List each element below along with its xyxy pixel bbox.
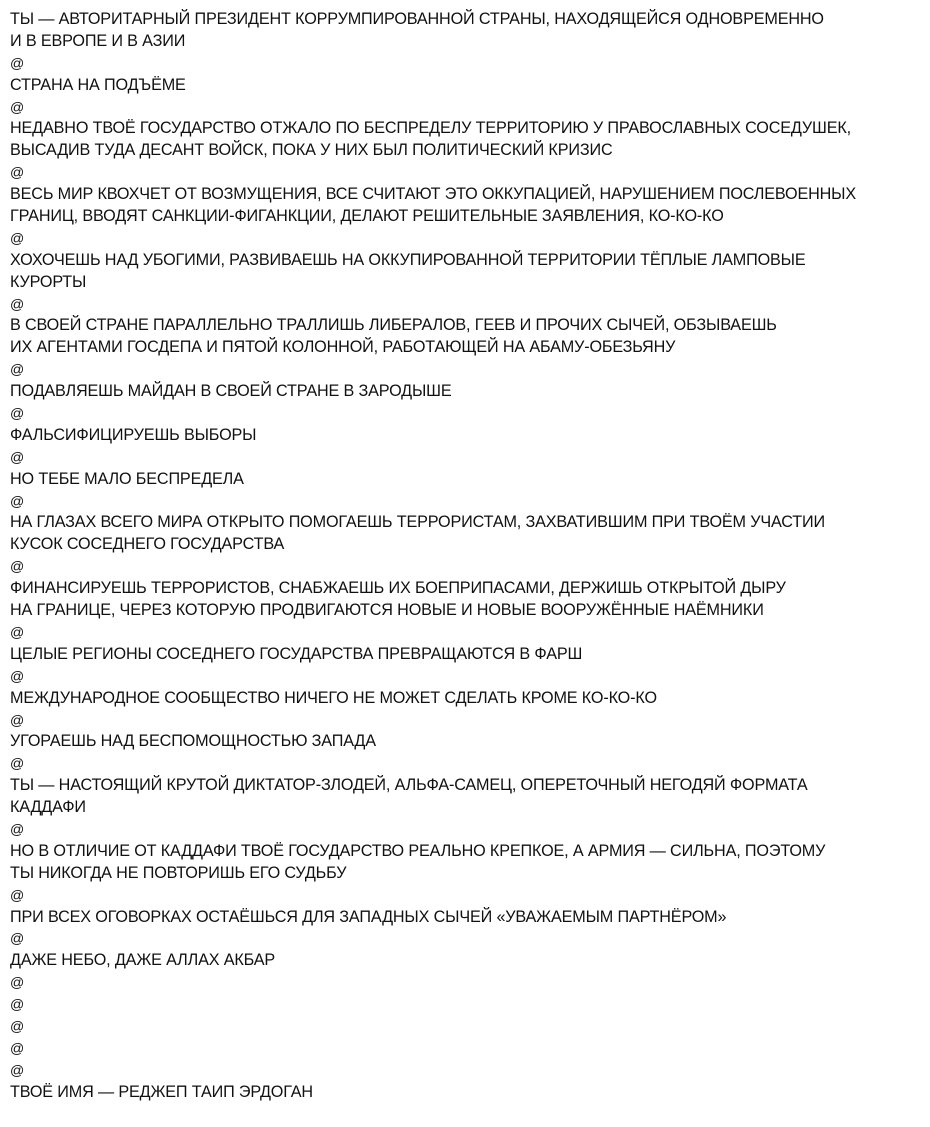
text-line: УГОРАЕШЬ НАД БЕСПОМОЩНОСТЬЮ ЗАПАДА	[10, 732, 376, 751]
text-line: НО ТЕБЕ МАЛО БЕСПРЕДЕЛА	[10, 469, 244, 488]
separator-line: @	[10, 996, 25, 1013]
separator-line: @	[10, 492, 25, 509]
text-line: И В ЕВРОПЕ И В АЗИИ	[10, 31, 186, 50]
text-line: НА ГРАНИЦЕ, ЧЕРЕЗ КОТОРУЮ ПРОДВИГАЮТСЯ НОВЫЕ И НОВЫЕ ВООРУЖЁННЫЕ НАЁМНИКИ	[10, 601, 764, 620]
separator-line: @	[10, 98, 25, 115]
text-line: ТЫ НИКОГДА НЕ ПОВТОРИШЬ ЕГО СУДЬБУ	[10, 863, 347, 882]
text-line: ЦЕЛЫЕ РЕГИОНЫ СОСЕДНЕГО ГОСУДАРСТВА ПРЕВРАЩАЮТСЯ В ФАРШ	[10, 644, 583, 663]
text-line: КУРОРТЫ	[10, 272, 87, 291]
separator-line: @	[10, 1039, 25, 1056]
text-line: ФИНАНСИРУЕШЬ ТЕРРОРИСТОВ, СНАБЖАЕШЬ ИХ БОЕПРИПАСАМИ, ДЕРЖИШЬ ОТКРЫТОЙ ДЫРУ	[10, 579, 786, 598]
separator-line: @	[10, 361, 25, 378]
text-line: НЕДАВНО ТВОЁ ГОСУДАРСТВО ОТЖАЛО ПО БЕСПРЕДЕЛУ ТЕРРИТОРИЮ У ПРАВОСЛАВНЫХ СОСЕДУШЕК,	[10, 119, 851, 138]
text-line: НО В ОТЛИЧИЕ ОТ КАДДАФИ ТВОЁ ГОСУДАРСТВО РЕАЛЬНО КРЕПКОЕ, А АРМИЯ — СИЛЬНА, ПОЭТОМУ	[10, 841, 826, 860]
text-line: ПРИ ВСЕХ ОГОВОРКАХ ОСТАЁШЬСЯ ДЛЯ ЗАПАДНЫХ СЫЧЕЙ «УВАЖАЕМЫМ ПАРТНЁРОМ»	[10, 907, 727, 926]
separator-line: @	[10, 711, 25, 728]
separator-line: @	[10, 164, 25, 181]
separator-line: @	[10, 755, 25, 772]
text-line: ВЫСАДИВ ТУДА ДЕСАНТ ВОЙСК, ПОКА У НИХ БЫЛ ПОЛИТИЧЕСКИЙ КРИЗИС	[10, 141, 613, 160]
text-line: ГРАНИЦ, ВВОДЯТ САНКЦИИ-ФИГАНКЦИИ, ДЕЛАЮТ РЕШИТЕЛЬНЫЕ ЗАЯВЛЕНИЯ, КО-КО-КО	[10, 207, 724, 226]
separator-line: @	[10, 558, 25, 575]
separator-line: @	[10, 667, 25, 684]
text-line: ФАЛЬСИФИЦИРУЕШЬ ВЫБОРЫ	[10, 425, 257, 444]
separator-line: @	[10, 930, 25, 947]
text-line: ДАЖЕ НЕБО, ДАЖЕ АЛЛАХ АКБАР	[10, 951, 276, 970]
document-text	[10, 9, 926, 1104]
separator-line: @	[10, 1017, 25, 1034]
separator-line: @	[10, 229, 25, 246]
text-line: МЕЖДУНАРОДНОЕ СООБЩЕСТВО НИЧЕГО НЕ МОЖЕТ СДЕЛАТЬ КРОМЕ КО-КО-КО	[10, 688, 657, 707]
text-line: ВЕСЬ МИР КВОХЧЕТ ОТ ВОЗМУЩЕНИЯ, ВСЕ СЧИТАЮТ ЭТО ОККУПАЦИЕЙ, НАРУШЕНИЕМ ПОСЛЕВОЕННЫХ	[10, 185, 857, 204]
text-line: НА ГЛАЗАХ ВСЕГО МИРА ОТКРЫТО ПОМОГАЕШЬ ТЕРРОРИСТАМ, ЗАХВАТИВШИМ ПРИ ТВОЁМ УЧАСТИИ	[10, 513, 826, 532]
separator-line: @	[10, 448, 25, 465]
separator-line: @	[10, 820, 25, 837]
text-line: СТРАНА НА ПОДЪЁМЕ	[10, 75, 186, 94]
separator-line: @	[10, 295, 25, 312]
text-line: КУСОК СОСЕДНЕГО ГОСУДАРСТВА	[10, 535, 285, 554]
text-line: ПОДАВЛЯЕШЬ МАЙДАН В СВОЕЙ СТРАНЕ В ЗАРОДЫШЕ	[10, 382, 452, 401]
separator-line: @	[10, 405, 25, 422]
text-line: ТВОЁ ИМЯ — РЕДЖЕП ТАИП ЭРДОГАН	[10, 1082, 313, 1101]
separator-line: @	[10, 974, 25, 991]
text-line: ИХ АГЕНТАМИ ГОСДЕПА И ПЯТОЙ КОЛОННОЙ, РАБОТАЮЩЕЙ НА АБАМУ-ОБЕЗЬЯНУ	[10, 338, 676, 357]
text-line: ХОХОЧЕШЬ НАД УБОГИМИ, РАЗВИВАЕШЬ НА ОККУПИРОВАННОЙ ТЕРРИТОРИИ ТЁПЛЫЕ ЛАМПОВЫЕ	[10, 250, 806, 269]
separator-line: @	[10, 623, 25, 640]
separator-line: @	[10, 54, 25, 71]
text-line: ТЫ — АВТОРИТАРНЫЙ ПРЕЗИДЕНТ КОРРУМПИРОВАННОЙ СТРАНЫ, НАХОДЯЩЕЙСЯ ОДНОВРЕМЕННО	[10, 10, 824, 28]
separator-line: @	[10, 886, 25, 903]
separator-line: @	[10, 1061, 25, 1078]
text-line: ТЫ — НАСТОЯЩИЙ КРУТОЙ ДИКТАТОР-ЗЛОДЕЙ, АЛЬФА-САМЕЦ, ОПЕРЕТОЧНЫЙ НЕГОДЯЙ ФОРМАТА	[10, 776, 808, 795]
text-line: В СВОЕЙ СТРАНЕ ПАРАЛЛЕЛЬНО ТРАЛЛИШЬ ЛИБЕРАЛОВ, ГЕЕВ И ПРОЧИХ СЫЧЕЙ, ОБЗЫВАЕШЬ	[10, 316, 777, 335]
text-line: КАДДАФИ	[10, 798, 86, 817]
